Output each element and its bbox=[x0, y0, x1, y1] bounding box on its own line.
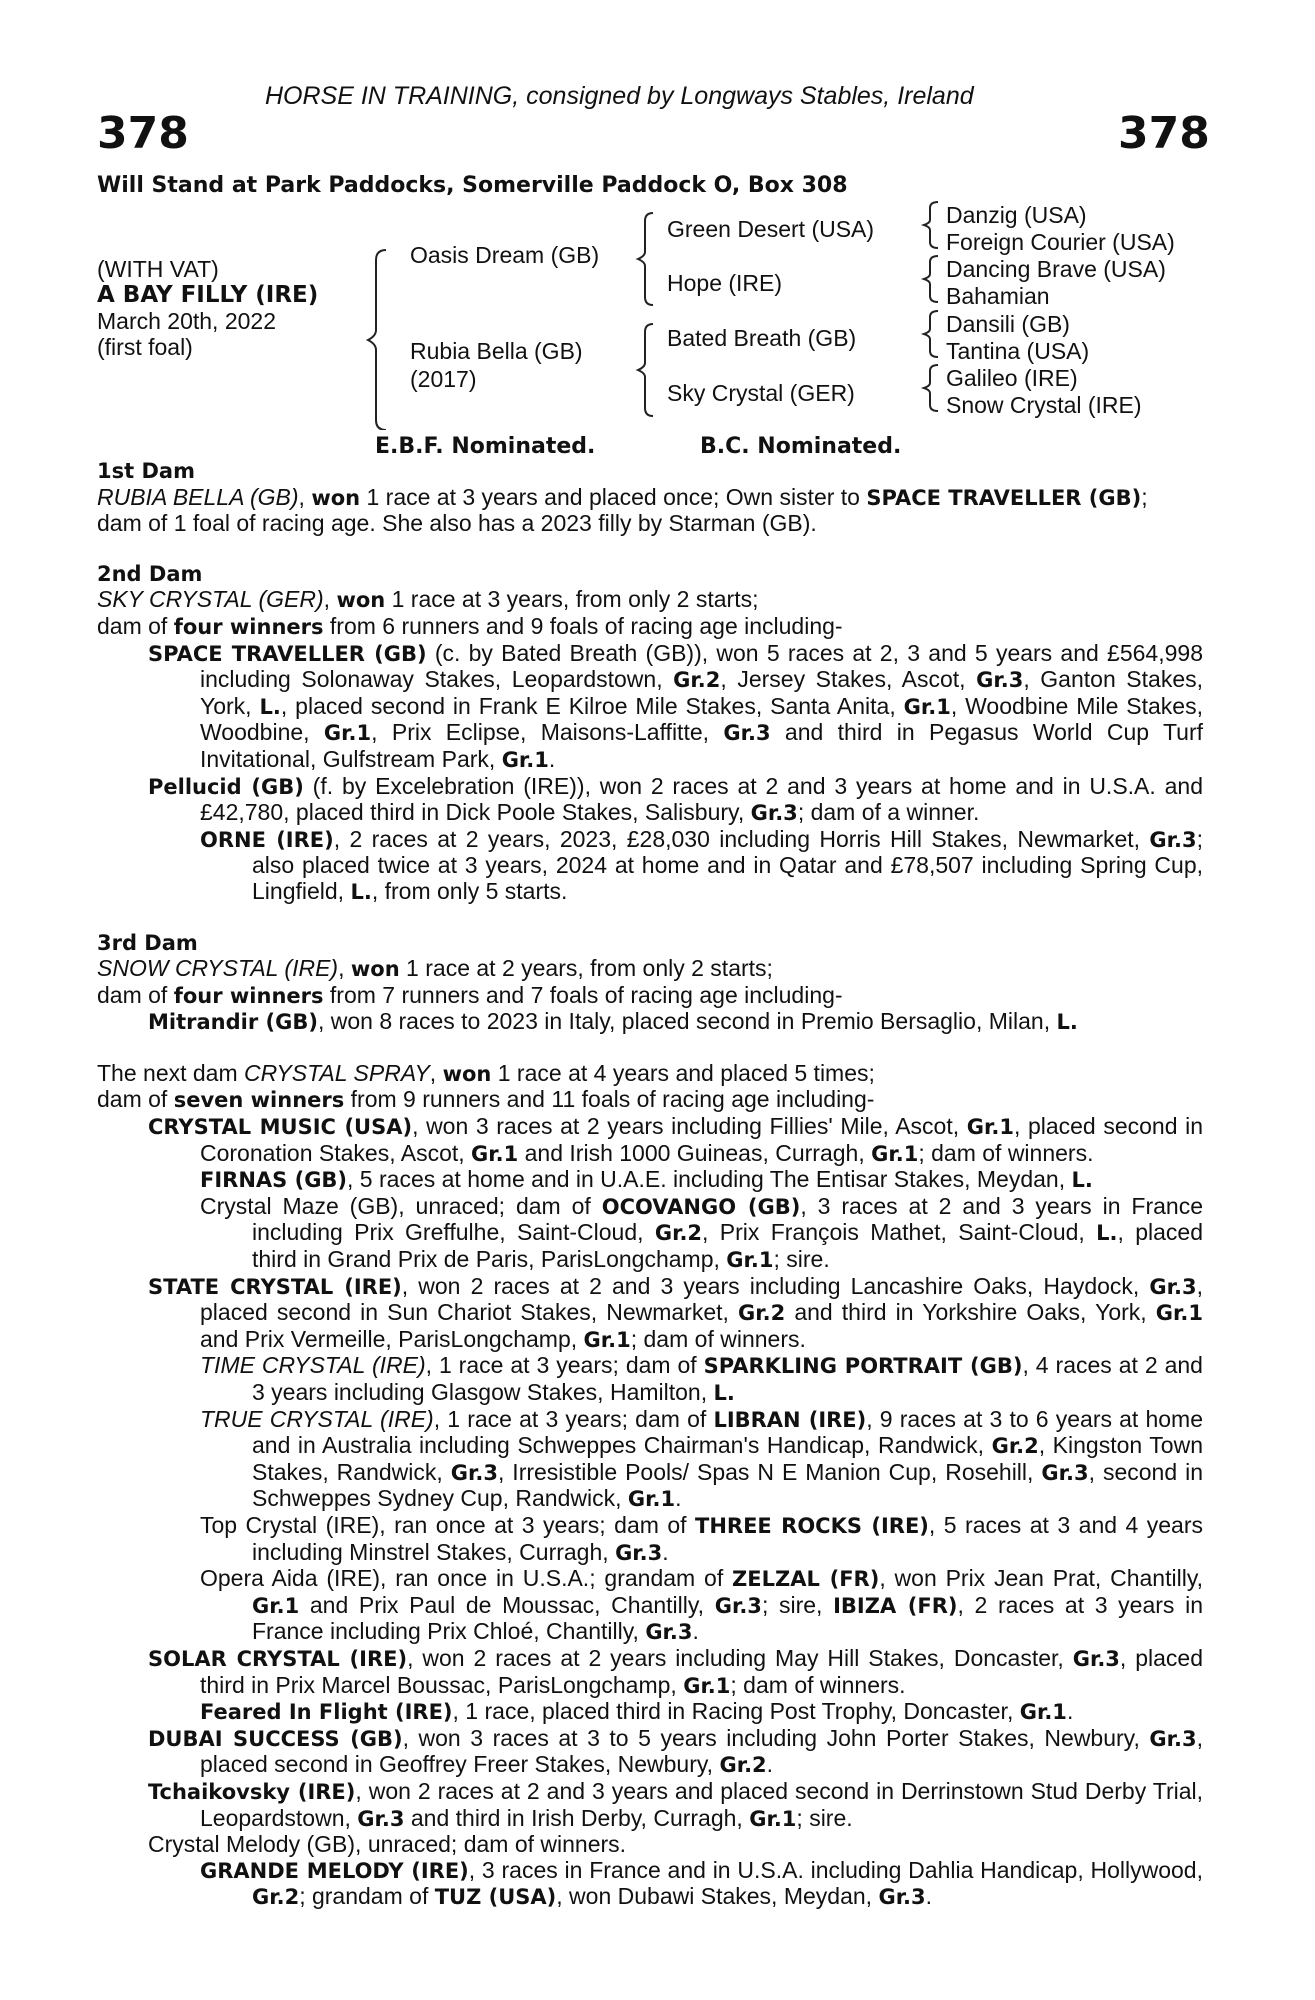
dam4-t0: The next dam bbox=[97, 1059, 245, 1086]
fi-g: L. bbox=[1071, 1168, 1093, 1193]
ped-ssd: Foreign Courier (USA) bbox=[946, 229, 1175, 255]
tr-g4: Gr.1 bbox=[627, 1487, 676, 1512]
pe-b: ; dam of a winner. bbox=[797, 799, 980, 826]
progeny-pellucid bbox=[97, 774, 1203, 827]
dam-dam: Sky Crystal (GER) bbox=[667, 380, 855, 406]
dam2-heading: 2nd Dam bbox=[97, 561, 203, 586]
fi-a: , 5 races at home and in U.A.E. including The Entisar Stakes, Meydan, bbox=[347, 1166, 1072, 1193]
tk-a: , won 2 races at 2 and 3 years and placed second in Derrinstown Stud Derby Trial, Leopardstown, bbox=[200, 1777, 1203, 1831]
cm-g1: Gr.1 bbox=[966, 1115, 1014, 1140]
st-g4: Gr.1 bbox=[903, 694, 951, 719]
st-f: , Prix Eclipse, Maisons-Laffitte, bbox=[371, 719, 724, 746]
dam2-line2 bbox=[97, 614, 1203, 641]
dam4-won: won bbox=[442, 1061, 492, 1086]
ped-ddd: Snow Crystal (IRE) bbox=[946, 392, 1142, 418]
oa-b: ZELZAL (FR) bbox=[732, 1567, 880, 1592]
ff-a: , 1 race, placed third in Racing Post Trophy, Doncaster, bbox=[452, 1698, 1020, 1725]
progeny-crystal-maze bbox=[97, 1194, 1203, 1274]
progeny-opera-aida bbox=[97, 1566, 1203, 1646]
tc-g: L. bbox=[713, 1381, 735, 1405]
st-g6: Gr.3 bbox=[723, 721, 771, 746]
dam1-line2: dam of 1 foal of racing age. She also has a 2023 filly by Starman (GB). bbox=[97, 510, 817, 537]
cmz-b: , 3 races at 2 and 3 years in France including Prix Greffulhe, Saint-Cloud, bbox=[252, 1192, 1203, 1246]
progeny-firnas bbox=[97, 1167, 1203, 1194]
or-g1: Gr.3 bbox=[1149, 827, 1197, 852]
dam2-won: won bbox=[336, 588, 386, 613]
st-g5: Gr.1 bbox=[323, 721, 372, 746]
progeny-top-crystal bbox=[97, 1513, 1203, 1566]
foaling-date: March 20th, 2022 bbox=[97, 308, 277, 334]
top-g: Gr.3 bbox=[615, 1540, 663, 1565]
progeny-orne bbox=[97, 827, 1203, 906]
dam4-t1: 1 race at 4 years and placed 5 times; bbox=[491, 1059, 875, 1086]
oa-g1: Gr.1 bbox=[252, 1593, 300, 1618]
cmz-d: , placed third in Grand Prix de Paris, ParisLongchamp, bbox=[252, 1219, 1203, 1273]
st-a: (c. by Bated Breath (GB)), won 5 races at 2, 3 and 5 years and £564,998 including Solonaway Stakes, Leopardstown, bbox=[200, 639, 1203, 693]
progeny-crystal-music bbox=[97, 1114, 1203, 1167]
top-b: THREE ROCKS (IRE) bbox=[695, 1513, 929, 1538]
tc-c: , 4 races at 2 and 3 years including Glasgow Stakes, Hamilton, bbox=[252, 1352, 1203, 1405]
cmz-name: OCOVANGO (GB) bbox=[601, 1194, 801, 1219]
st-g2: Gr.3 bbox=[976, 668, 1024, 693]
oa-g2: Gr.3 bbox=[714, 1593, 762, 1618]
progeny-grande-melody bbox=[97, 1858, 1203, 1911]
oa-d: and Prix Paul de Moussac, Chantilly, bbox=[299, 1591, 715, 1618]
oa-f: IBIZA (FR) bbox=[833, 1593, 958, 1618]
dam3-heading: 3rd Dam bbox=[97, 930, 198, 955]
dam-sire: Bated Breath (GB) bbox=[667, 325, 857, 351]
fi-name: FIRNAS (GB) bbox=[200, 1168, 348, 1193]
dam3-line1: SNOW CRYSTAL (IRE), won 1 race at 2 years, from only 2 starts; bbox=[97, 955, 773, 982]
tr-b: LIBRAN (IRE) bbox=[713, 1407, 867, 1432]
dam1-line1: RUBIA BELLA (GB), won 1 race at 3 years and placed once; Own sister to SPACE TRAVELLER (GB); bbox=[97, 483, 1148, 510]
dam1-heading: 1st Dam bbox=[97, 459, 195, 483]
dam3-l2a: dam of bbox=[97, 981, 174, 1008]
tr-name: TRUE CRYSTAL (IRE) bbox=[200, 1405, 434, 1432]
st-b: , Jersey Stakes, Ascot, bbox=[720, 666, 977, 693]
pedigree-braces bbox=[0, 0, 1315, 430]
progeny-state-crystal bbox=[97, 1274, 1203, 1354]
cm-a: , won 3 races at 2 years including Fillies' Mile, Ascot, bbox=[412, 1113, 967, 1140]
pe-a: (f. by Excelebration (IRE)), won 2 races at 2 and 3 years at home and in U.S.A. and £42,780, placed third in Dick Poole Stakes, Salisbury, bbox=[200, 772, 1203, 826]
ff-b: . bbox=[1066, 1698, 1074, 1725]
mi-g: L. bbox=[1056, 1010, 1078, 1035]
cm-c: and Irish 1000 Guineas, Curragh, bbox=[518, 1139, 872, 1166]
sc-c: and third in Yorkshire Oaks, York, bbox=[785, 1299, 1156, 1326]
tk-c: ; sire. bbox=[796, 1804, 853, 1831]
ped-sds: Dancing Brave (USA) bbox=[946, 256, 1166, 282]
ff-name: Feared In Flight (IRE) bbox=[200, 1700, 453, 1725]
tk-g1: Gr.3 bbox=[357, 1806, 405, 1831]
oa-a: Opera Aida (IRE), ran once in U.S.A.; grandam of bbox=[200, 1565, 733, 1592]
tc-a: , 1 race at 3 years; dam of bbox=[425, 1352, 704, 1379]
horse-name: A BAY FILLY (IRE) bbox=[97, 282, 319, 308]
st-g1: Gr.2 bbox=[673, 668, 721, 693]
so-a: , won 2 races at 2 years including May Hill Stakes, Doncaster, bbox=[407, 1644, 1073, 1671]
sire-sire: Green Desert (USA) bbox=[667, 216, 875, 242]
sc-a: , won 2 races at 2 and 3 years including Lancashire Oaks, Haydock, bbox=[401, 1272, 1150, 1299]
st-h: . bbox=[548, 745, 556, 772]
top-c: , 5 races at 3 and 4 years including Minstrel Stakes, Curragh, bbox=[252, 1511, 1203, 1565]
consignment-title: HORSE IN TRAINING, consigned by Longways Stables, Ireland bbox=[265, 82, 974, 110]
progeny-crystal-melody: Crystal Melody (GB), unraced; dam of winners. bbox=[148, 1831, 627, 1858]
progeny-solar-crystal bbox=[97, 1646, 1203, 1699]
top-d: . bbox=[662, 1538, 669, 1565]
dam2-l2c: from 6 runners and 9 foals of racing age including- bbox=[323, 612, 843, 639]
cm-b: , placed second in Coronation Stakes, Ascot, bbox=[200, 1113, 1204, 1166]
progeny-true-crystal bbox=[97, 1407, 1203, 1513]
so-g2: Gr.1 bbox=[683, 1673, 731, 1698]
ds-g2: Gr.2 bbox=[719, 1753, 767, 1778]
tc-b: SPARKLING PORTRAIT (GB) bbox=[703, 1354, 1023, 1379]
top-a: Top Crystal (IRE), ran once at 3 years; dam of bbox=[200, 1511, 696, 1538]
dam-year: (2017) bbox=[410, 366, 477, 392]
dam1-won: won bbox=[311, 485, 361, 510]
ped-sss: Danzig (USA) bbox=[946, 202, 1087, 228]
dam2-l2a: dam of bbox=[97, 612, 174, 639]
progeny-time-crystal bbox=[97, 1353, 1203, 1406]
sc-g1: Gr.3 bbox=[1149, 1274, 1197, 1299]
ped-dsd: Tantina (USA) bbox=[946, 338, 1090, 364]
vat-note: (WITH VAT) bbox=[97, 256, 219, 282]
sc-d: and Prix Vermeille, ParisLongchamp, bbox=[200, 1325, 584, 1352]
tr-d: , Kingston Town Stakes, Randwick, bbox=[252, 1432, 1203, 1485]
gm-a: , 3 races in France and in U.S.A. including Dahlia Handicap, Hollywood, bbox=[468, 1856, 1203, 1883]
gm-name: GRANDE MELODY (IRE) bbox=[200, 1858, 469, 1883]
ds-c: . bbox=[766, 1751, 774, 1778]
dam1-name: RUBIA BELLA (GB) bbox=[97, 483, 299, 510]
st-g: and third in Pegasus World Cup Turf Invitational, Gulfstream Park, bbox=[200, 719, 1204, 772]
so-c: ; dam of winners. bbox=[730, 1671, 906, 1698]
dam4-t0b: , bbox=[429, 1059, 443, 1086]
gm-b: ; grandam of bbox=[299, 1883, 435, 1910]
oa-e: ; sire, bbox=[761, 1591, 834, 1618]
gm-c: TUZ (USA) bbox=[434, 1885, 557, 1910]
st-d: , placed second in Frank E Kilroe Mile Stakes, Santa Anita, bbox=[280, 692, 904, 719]
progeny-feared-in-flight bbox=[97, 1699, 1203, 1726]
dam4-l2a: dam of bbox=[97, 1086, 174, 1113]
st-name: SPACE TRAVELLER (GB) bbox=[148, 641, 427, 666]
mi-a: , won 8 races to 2023 in Italy, placed second in Premio Bersaglio, Milan, bbox=[317, 1008, 1057, 1035]
tk-g2: Gr.1 bbox=[749, 1806, 797, 1831]
dam4-line2 bbox=[97, 1087, 1203, 1114]
dam1-sister: SPACE TRAVELLER (GB) bbox=[866, 485, 1142, 510]
dam2-name: SKY CRYSTAL (GER) bbox=[97, 586, 324, 613]
ped-sdd: Bahamian bbox=[946, 283, 1050, 309]
tk-name: Tchaikovsky (IRE) bbox=[148, 1779, 356, 1804]
tk-b: and third in Irish Derby, Curragh, bbox=[404, 1804, 750, 1831]
or-c: , from only 5 starts. bbox=[371, 877, 568, 904]
ds-g1: Gr.3 bbox=[1149, 1726, 1197, 1751]
cmz-g1: Gr.2 bbox=[654, 1221, 703, 1246]
dam3-line2 bbox=[97, 983, 1203, 1010]
sc-g3: Gr.1 bbox=[1155, 1301, 1203, 1326]
tr-g1: Gr.2 bbox=[991, 1434, 1039, 1459]
so-b: , placed third in Prix Marcel Boussac, ParisLongchamp, bbox=[200, 1644, 1204, 1698]
lot-number-left: 378 bbox=[97, 108, 189, 159]
progeny-tchaikovsky bbox=[97, 1779, 1203, 1832]
cm-g2: Gr.1 bbox=[471, 1141, 519, 1166]
pe-g1: Gr.3 bbox=[750, 801, 798, 826]
gm-g1: Gr.2 bbox=[252, 1885, 300, 1910]
dam1-text2: ; bbox=[1141, 483, 1148, 510]
dam4-l2c: from 9 runners and 11 foals of racing age including- bbox=[344, 1086, 875, 1113]
dam4-name: CRYSTAL SPRAY bbox=[244, 1059, 430, 1086]
tr-g3: Gr.3 bbox=[1041, 1460, 1089, 1485]
stand-location: Will Stand at Park Paddocks, Somerville Paddock O, Box 308 bbox=[97, 173, 848, 198]
tr-a: , 1 race at 3 years; dam of bbox=[433, 1405, 714, 1432]
st-g3: L. bbox=[259, 694, 281, 719]
or-g2: L. bbox=[350, 879, 372, 904]
ped-dss: Dansili (GB) bbox=[946, 311, 1070, 337]
sire: Oasis Dream (GB) bbox=[410, 242, 600, 268]
so-name: SOLAR CRYSTAL (IRE) bbox=[148, 1646, 408, 1671]
cm-d: ; dam of winners. bbox=[918, 1139, 1094, 1166]
sire-dam: Hope (IRE) bbox=[667, 270, 783, 296]
tr-g2: Gr.3 bbox=[450, 1460, 498, 1485]
lot-number-right: 378 bbox=[1118, 108, 1210, 159]
cmz-g3: Gr.1 bbox=[726, 1248, 774, 1273]
oa-h: , 2 races at 3 years in France including Prix Chloé, Chantilly, bbox=[252, 1591, 1203, 1645]
cmz-e: ; sire. bbox=[773, 1246, 830, 1273]
cm-name: CRYSTAL MUSIC (USA) bbox=[148, 1115, 413, 1140]
gm-e: . bbox=[925, 1883, 933, 1910]
dam4-winners: seven winners bbox=[173, 1088, 345, 1113]
so-g1: Gr.3 bbox=[1072, 1646, 1120, 1671]
tr-h: . bbox=[675, 1485, 682, 1512]
tr-c: , 9 races at 3 to 6 years at home and in Australia including Schweppes Chairman's Handicap, Randwick, bbox=[252, 1405, 1204, 1459]
bc-nomination: B.C. Nominated. bbox=[700, 434, 902, 459]
oa-g3: Gr.3 bbox=[645, 1620, 693, 1645]
sc-g4: Gr.1 bbox=[583, 1327, 631, 1352]
cmz-g2: L. bbox=[1096, 1221, 1118, 1246]
or-name: ORNE (IRE) bbox=[200, 827, 334, 852]
sc-e: ; dam of winners. bbox=[630, 1325, 806, 1352]
sc-b: , placed second in Sun Chariot Stakes, Newmarket, bbox=[200, 1272, 1203, 1326]
st-e: , Woodbine Mile Stakes, Woodbine, bbox=[200, 692, 1203, 746]
mi-name: Mitrandir (GB) bbox=[148, 1010, 318, 1035]
dam3-l2c: from 7 runners and 7 foals of racing age including- bbox=[323, 981, 843, 1008]
catalogue-body bbox=[97, 459, 1203, 1911]
foal-note: (first foal) bbox=[97, 334, 193, 360]
dam2-text: 1 race at 3 years, from only 2 starts; bbox=[385, 586, 759, 613]
sc-name: STATE CRYSTAL (IRE) bbox=[148, 1274, 402, 1299]
ds-b: , placed second in Geoffrey Freer Stakes, Newbury, bbox=[200, 1724, 1203, 1778]
dam3-name: SNOW CRYSTAL (IRE) bbox=[97, 955, 339, 982]
pe-name: Pellucid (GB) bbox=[148, 774, 304, 799]
oa-c: , won Prix Jean Prat, Chantilly, bbox=[879, 1565, 1204, 1592]
ds-name: DUBAI SUCCESS (GB) bbox=[148, 1726, 403, 1751]
ped-dds: Galileo (IRE) bbox=[946, 365, 1078, 391]
gm-d: , won Dubawi Stakes, Meydan, bbox=[556, 1883, 879, 1910]
oa-i: . bbox=[692, 1618, 699, 1645]
sc-g2: Gr.2 bbox=[738, 1301, 786, 1326]
ebf-nomination: E.B.F. Nominated. bbox=[375, 434, 596, 459]
ds-a: , won 3 races at 3 to 5 years including John Porter Stakes, Newbury, bbox=[402, 1724, 1150, 1751]
dam: Rubia Bella (GB) bbox=[410, 338, 583, 364]
dam3-won: won bbox=[350, 957, 400, 982]
progeny-mitrandir bbox=[97, 1009, 1203, 1036]
gm-g2: Gr.3 bbox=[878, 1885, 926, 1910]
st-c: , Ganton Stakes, York, bbox=[200, 666, 1204, 719]
ff-g: Gr.1 bbox=[1019, 1700, 1067, 1725]
dam3-text: 1 race at 2 years, from only 2 starts; bbox=[399, 955, 773, 982]
cmz-c: , Prix François Mathet, Saint-Cloud, bbox=[702, 1219, 1097, 1246]
tr-f: , second in Schweppes Sydney Cup, Randwick, bbox=[252, 1458, 1203, 1512]
dam1-text: 1 race at 3 years and placed once; Own sister to bbox=[360, 483, 867, 510]
cmz-a: Crystal Maze (GB), unraced; dam of bbox=[200, 1192, 602, 1219]
dam2-winners: four winners bbox=[173, 614, 324, 639]
dam3-winners: four winners bbox=[173, 983, 324, 1008]
cm-g3: Gr.1 bbox=[871, 1141, 919, 1166]
progeny-dubai-success bbox=[97, 1726, 1203, 1779]
or-b: ; also placed twice at 3 years, 2024 at home and in Qatar and £78,507 including Spring Cup, Lingfield, bbox=[252, 825, 1203, 904]
dam2-line1: SKY CRYSTAL (GER), won 1 race at 3 years, from only 2 starts; bbox=[97, 586, 759, 613]
st-g7: Gr.1 bbox=[501, 747, 549, 772]
or-a: , 2 races at 2 years, 2023, £28,030 including Horris Hill Stakes, Newmarket, bbox=[333, 825, 1150, 852]
progeny-space-traveller bbox=[97, 641, 1203, 774]
dam4-line1 bbox=[97, 1061, 1203, 1088]
tc-name: TIME CRYSTAL (IRE) bbox=[200, 1352, 426, 1379]
tr-e: , Irresistible Pools/ Spas N E Manion Cup, Rosehill, bbox=[497, 1458, 1042, 1485]
